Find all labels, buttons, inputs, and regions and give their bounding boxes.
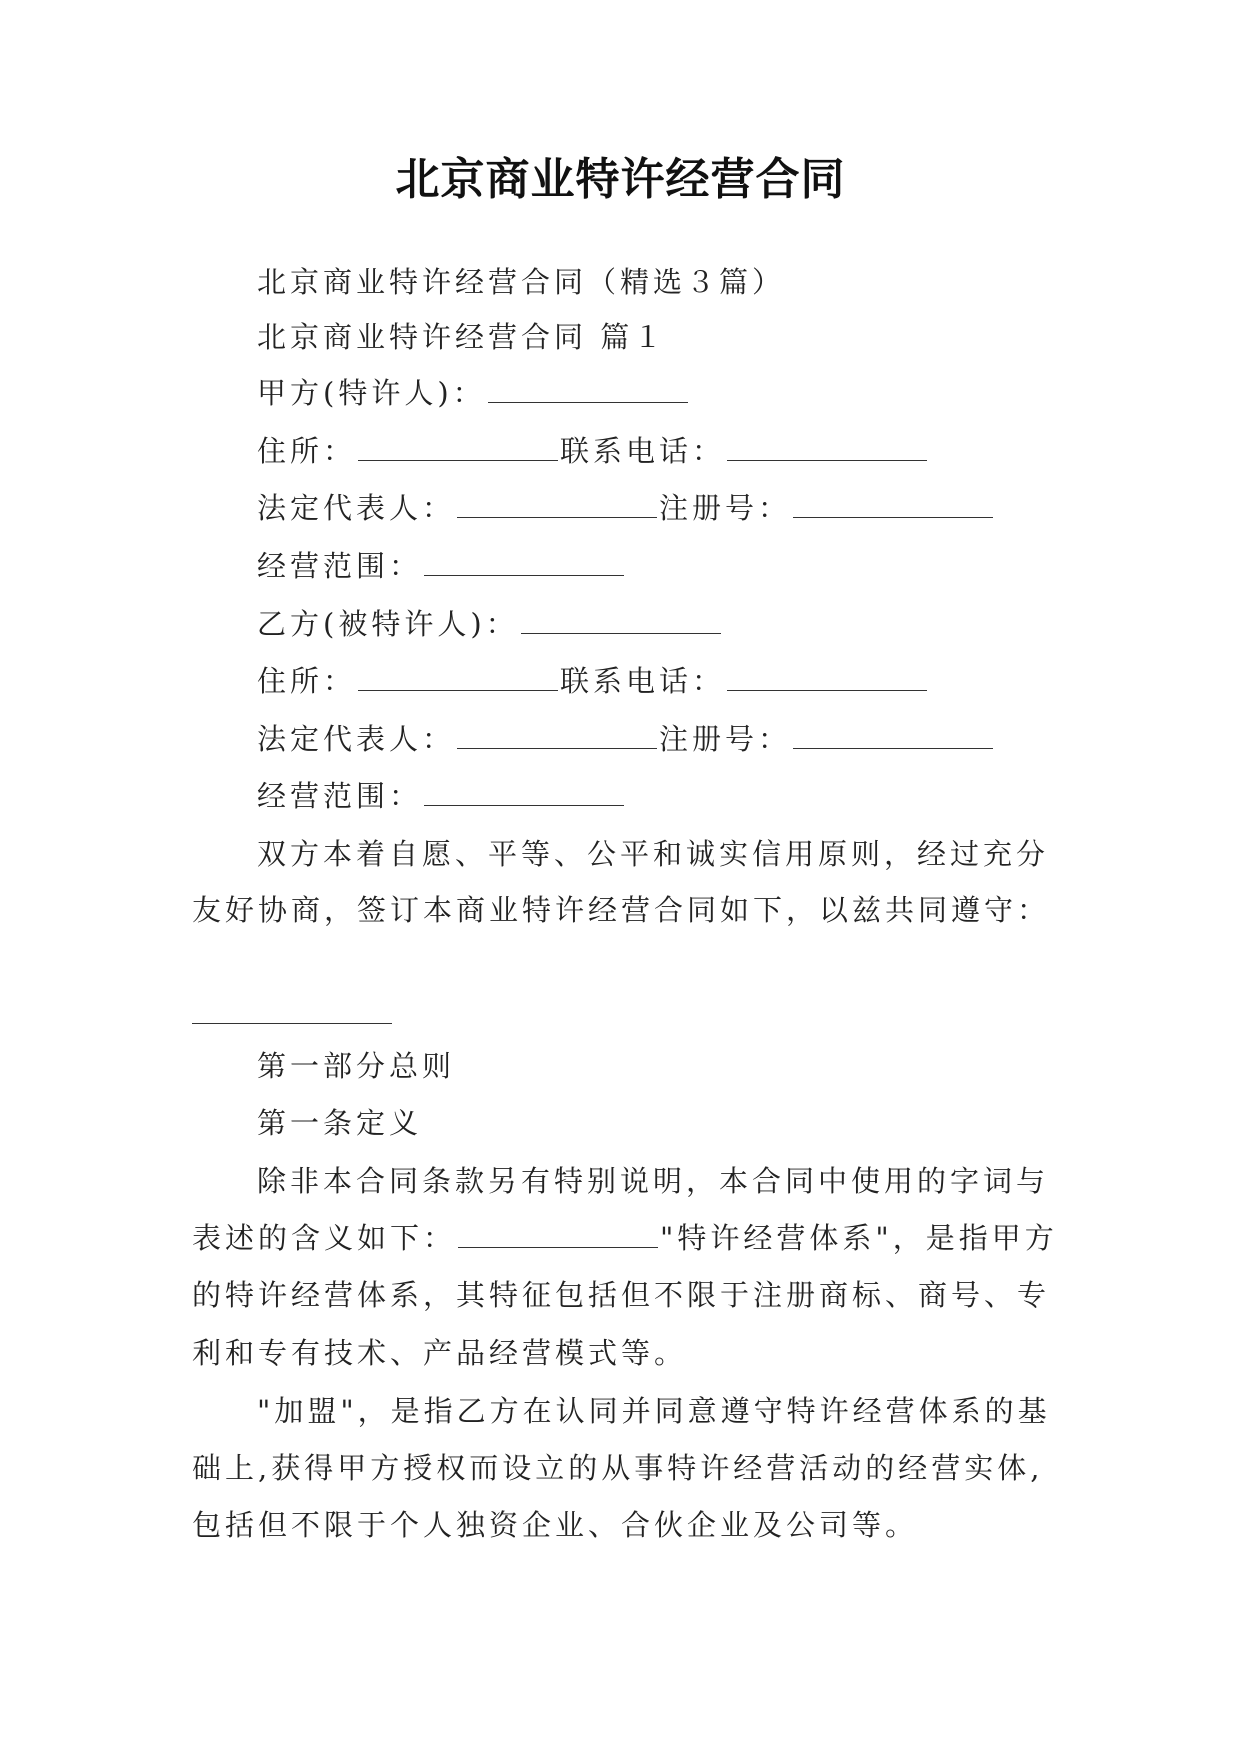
party-b-scope-blank[interactable] xyxy=(424,803,624,806)
preamble-line-2: 友好协商，签订本商业特许经营合同如下，以兹共同遵守： xyxy=(192,893,1051,927)
part-heading: 北京商业特许经营合同 篇１ xyxy=(257,320,667,354)
article-1-heading: 第一条定义 xyxy=(257,1106,423,1140)
party-a-phone-label: 联系电话： xyxy=(560,434,726,468)
party-a-scope-line xyxy=(257,546,626,586)
join-line-2: 础上,获得甲方授权而设立的从事特许经营活动的经营实体, xyxy=(192,1451,1044,1485)
party-b-legal-rep-label: 法定代表人： xyxy=(257,722,456,756)
party-b-phone-label: 联系电话： xyxy=(560,664,726,698)
party-a-legal-line xyxy=(257,488,995,528)
party-a-legal-rep-label: 法定代表人： xyxy=(257,491,456,525)
party-a-scope-label: 经营范围： xyxy=(257,549,423,583)
party-a-line xyxy=(257,373,690,413)
party-b-reg-no-blank[interactable] xyxy=(793,746,993,749)
party-b-scope-label: 经营范围： xyxy=(257,779,423,813)
section-general-heading: 第一部分总则 xyxy=(257,1049,456,1083)
party-a-label: 甲方(特许人)： xyxy=(257,376,486,410)
definition-line-2-end: "特许经营体系"，是指甲方 xyxy=(660,1221,1058,1255)
party-b-legal-line xyxy=(257,719,995,759)
definition-line-2 xyxy=(192,1218,1058,1258)
party-a-reg-no-blank[interactable] xyxy=(793,515,993,518)
definition-line-3: 的特许经营体系，其特征包括但不限于注册商标、商号、专 xyxy=(192,1278,1051,1312)
party-b-legal-rep-blank[interactable] xyxy=(457,746,657,749)
party-a-reg-no-label: 注册号： xyxy=(659,491,792,525)
party-a-address-line xyxy=(257,431,929,471)
party-b-address-line xyxy=(257,661,929,701)
party-b-label: 乙方(被特许人)： xyxy=(257,607,519,641)
join-line-3: 包括但不限于个人独资企业、合伙企业及公司等。 xyxy=(192,1508,919,1542)
party-a-address-blank[interactable] xyxy=(358,458,558,461)
party-b-address-label: 住所： xyxy=(257,664,357,698)
preamble-trailing-blank[interactable] xyxy=(192,1023,392,1024)
party-a-legal-rep-blank[interactable] xyxy=(457,515,657,518)
party-b-reg-no-label: 注册号： xyxy=(659,722,792,756)
party-b-scope-line xyxy=(257,776,626,816)
definition-blank[interactable] xyxy=(458,1245,658,1248)
join-line-1: "加盟"，是指乙方在认同并同意遵守特许经营体系的基 xyxy=(257,1394,1051,1428)
definition-line-1: 除非本合同条款另有特别说明，本合同中使用的字词与 xyxy=(257,1164,1050,1198)
party-a-name-blank[interactable] xyxy=(488,400,688,403)
party-b-phone-blank[interactable] xyxy=(727,688,927,691)
party-a-phone-blank[interactable] xyxy=(727,458,927,461)
definition-line-2-start: 表述的含义如下： xyxy=(192,1221,457,1255)
party-b-name-blank[interactable] xyxy=(521,631,721,634)
page-title: 北京商业特许经营合同 xyxy=(395,154,846,205)
party-a-address-label: 住所： xyxy=(257,434,357,468)
preamble-line-1: 双方本着自愿、平等、公平和诚实信用原则，经过充分 xyxy=(257,837,1050,871)
party-b-address-blank[interactable] xyxy=(358,688,558,691)
party-b-line xyxy=(257,604,723,644)
document-subtitle: 北京商业特许经营合同（精选３篇） xyxy=(257,265,786,299)
definition-line-4: 利和专有技术、产品经营模式等。 xyxy=(192,1336,688,1370)
party-a-scope-blank[interactable] xyxy=(424,573,624,576)
